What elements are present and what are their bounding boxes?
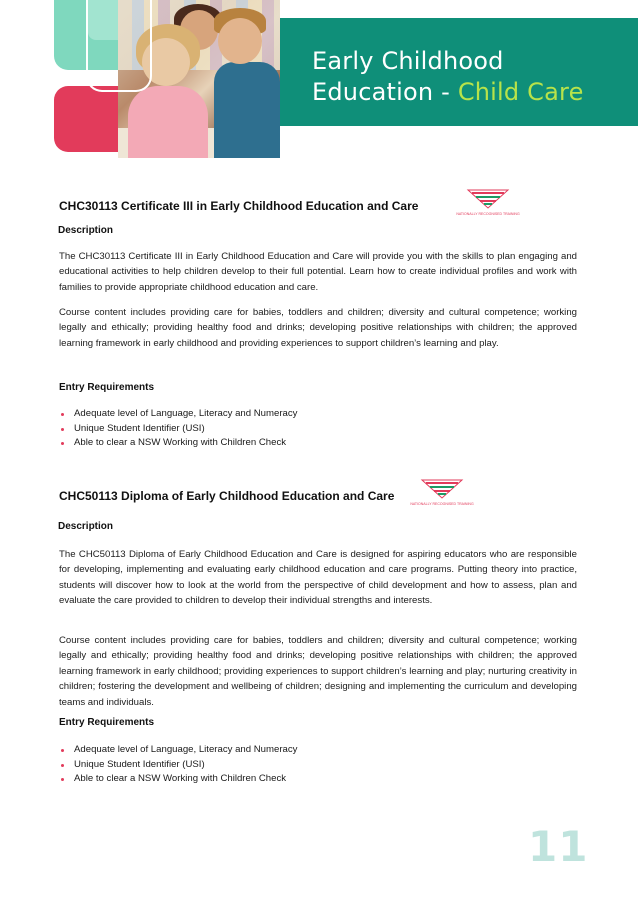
nrt-logo — [410, 478, 474, 512]
title-prefix: Education - — [312, 78, 458, 106]
course-content: Course content includes providing care for babies, toddlers and children; diversity and cultural competence; working legally and ethically; providing healthy food and drinks; developing positive relationships with children; the approved learning framework in early childhood and providing experiences to support children’s learning and play. — [59, 307, 577, 349]
title-line-2 — [312, 77, 584, 108]
list-item: Unique Student Identifier (USI) — [59, 422, 297, 437]
course-content: Course content includes providing care for babies, toddlers and children; diversity and cultural competence; working legally and ethically; providing healthy food and drinks; developing positive relationships with children; the approved learning framework in early childhood; providing experiences to support children’s learning and play; nurturing creativity in children; fostering the development and wellbeing of children; designing and implementing the curriculum and developing teams and individuals. — [59, 635, 577, 708]
logo-text: NATIONALLY RECOGNISED TRAINING — [410, 502, 474, 506]
course-description: The CHC50113 Diploma of Early Childhood Education and Care is designed for aspiring educators who are responsible for developing, implementing and evaluating early childhood education and care programs. Putting theory into practice, students will discover how to look at the world from the perspective of child development and how to assess, plan and evaluate the care provided to children to develop their individual strengths and interests. — [59, 549, 577, 607]
description-label: Description — [58, 521, 114, 532]
header-banner — [0, 0, 638, 160]
entry-requirements-list — [59, 743, 297, 787]
list-item: Able to clear a NSW Working with Children Check — [59, 772, 297, 787]
entry-requirements-list — [59, 407, 297, 451]
course-title: CHC30113 Certificate III in Early Childhood Education and Care — [59, 199, 419, 213]
page-title — [312, 46, 584, 108]
description-label: Description — [58, 225, 114, 236]
list-item: Unique Student Identifier (USI) — [59, 758, 297, 773]
title-accent: Child Care — [457, 78, 584, 106]
list-item: Adequate level of Language, Literacy and Numeracy — [59, 743, 297, 758]
logo-text: NATIONALLY RECOGNISED TRAINING — [456, 212, 520, 216]
list-item: Adequate level of Language, Literacy and Numeracy — [59, 407, 297, 422]
course-title: CHC50113 Diploma of Early Childhood Education and Care — [59, 489, 395, 503]
course-description: The CHC30113 Certificate III in Early Childhood Education and Care will provide you with the skills to plan engaging and educational activities to help children develop to their full potential. Learn how to create individual profiles and work with families to provide appropriate childhood education and care. — [59, 251, 577, 293]
list-item: Able to clear a NSW Working with Children Check — [59, 436, 297, 451]
page-number: 11 — [528, 822, 589, 871]
decor-outline-square — [86, 0, 152, 92]
title-line-1: Early Childhood — [312, 47, 504, 75]
entry-requirements-label: Entry Requirements — [59, 382, 155, 393]
nrt-logo — [456, 188, 520, 222]
entry-requirements-label: Entry Requirements — [59, 717, 155, 728]
